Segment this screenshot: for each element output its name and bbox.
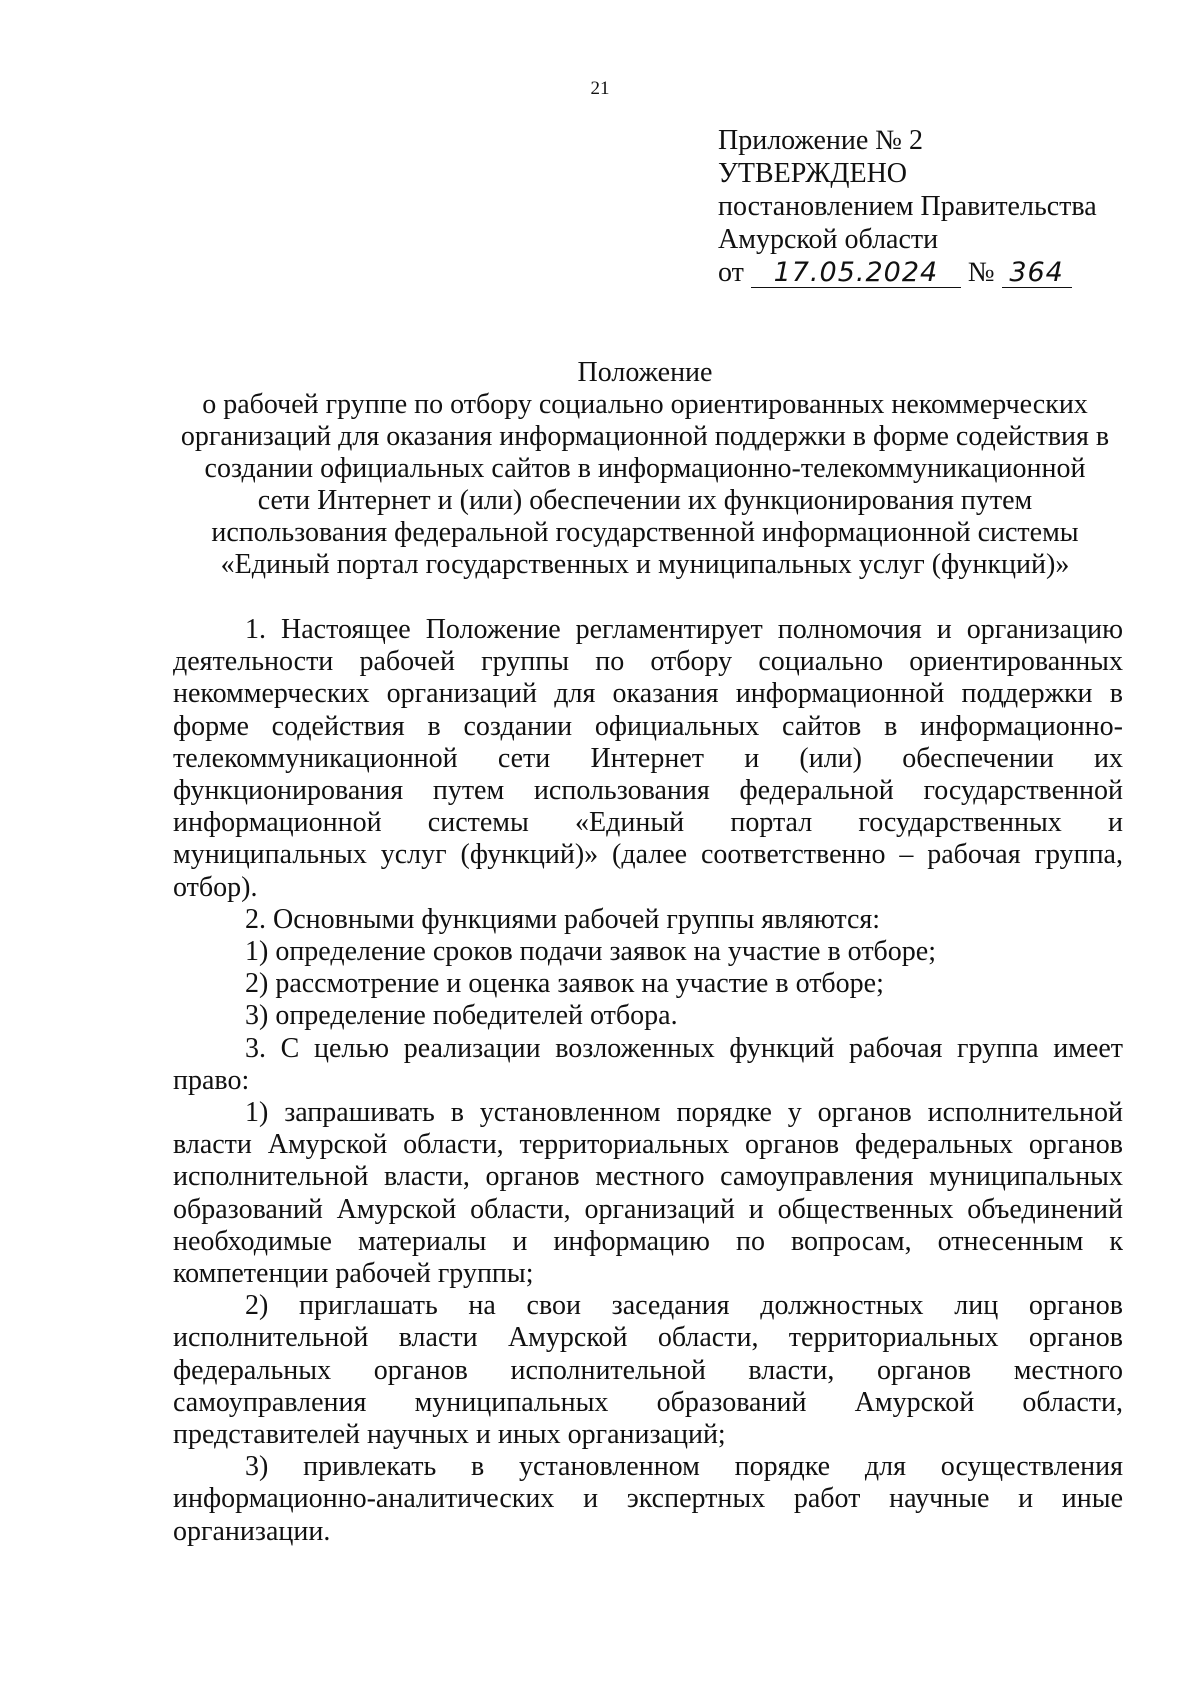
title-heading: Положение bbox=[577, 357, 713, 388]
title-line: организаций для оказания информационной поддержки в форме содействия в bbox=[180, 421, 1110, 452]
title-line: сети Интернет и (или) обеспечении их функционирования путем bbox=[257, 485, 1033, 516]
approval-block bbox=[718, 124, 1158, 289]
list-item: 3) привлекать в установленном порядке для осуществления информационно-аналитических и экспертных работ научные и иные организации. bbox=[173, 1451, 1123, 1547]
list-item: 3) определение победителей отбора. bbox=[245, 1000, 678, 1032]
page-number: 21 bbox=[590, 78, 610, 99]
approved-label: УТВЕРЖДЕНО bbox=[718, 158, 908, 189]
handwritten-date: 17.05.2024 bbox=[751, 259, 961, 288]
list-item: 2) рассмотрение и оценка заявок на участие в отборе; bbox=[245, 968, 884, 1000]
region-label: Амурской области bbox=[718, 224, 939, 255]
list-item: 1) запрашивать в установленном порядке у органов исполнительной власти Амурской области, территориальных органов федеральных органов исполнительной власти, органов местного самоуправления муниципальных образований Амурской области, организаций и общественных объединений необходимые материалы и информацию по вопросам, отнесенным к компетенции рабочей группы; bbox=[173, 1097, 1123, 1290]
handwritten-number: 364 bbox=[1002, 259, 1072, 288]
appendix-label: Приложение № 2 bbox=[718, 125, 923, 156]
date-number-line bbox=[718, 256, 1158, 289]
document-body bbox=[173, 614, 1123, 1548]
paragraph: 3. С целью реализации возложенных функций рабочая группа имеет право: bbox=[173, 1032, 1123, 1096]
resolution-label: постановлением Правительства bbox=[718, 191, 1097, 222]
title-line: создании официальных сайтов в информационно-телекоммуникационной bbox=[204, 453, 1086, 484]
document-title bbox=[170, 357, 1120, 581]
title-line: о рабочей группе по отбору социально ориентированных некоммерческих bbox=[202, 389, 1088, 420]
title-line: использования федеральной государственной информационной системы bbox=[211, 517, 1079, 548]
title-line: «Единый портал государственных и муниципальных услуг (функций)» bbox=[220, 549, 1070, 580]
list-item: 1) определение сроков подачи заявок на участие в отборе; bbox=[245, 936, 937, 968]
paragraph: 2. Основными функциями рабочей группы являются: bbox=[245, 903, 881, 935]
number-prefix: № bbox=[967, 257, 995, 288]
paragraph: 1. Настоящее Положение регламентирует полномочия и организацию деятельности рабочей группы по отбору социально ориентированных некоммерческих организаций для оказания информационной поддержки в форме содействия в создании официальных сайтов в информационно-телекоммуникационной сети Интернет и (или) обеспечении их функционирования путем использования федеральной государственной информационной системы «Единый портал государственных и муниципальных услуг (функций)» (далее соответственно – рабочая группа, отбор). bbox=[173, 614, 1123, 903]
date-prefix: от bbox=[718, 257, 744, 288]
list-item: 2) приглашать на свои заседания должностных лиц органов исполнительной власти Амурской области, территориальных органов федеральных органов исполнительной власти, органов местного самоуправления муниципальных образований Амурской области, представителей научных и иных организаций; bbox=[173, 1290, 1123, 1451]
